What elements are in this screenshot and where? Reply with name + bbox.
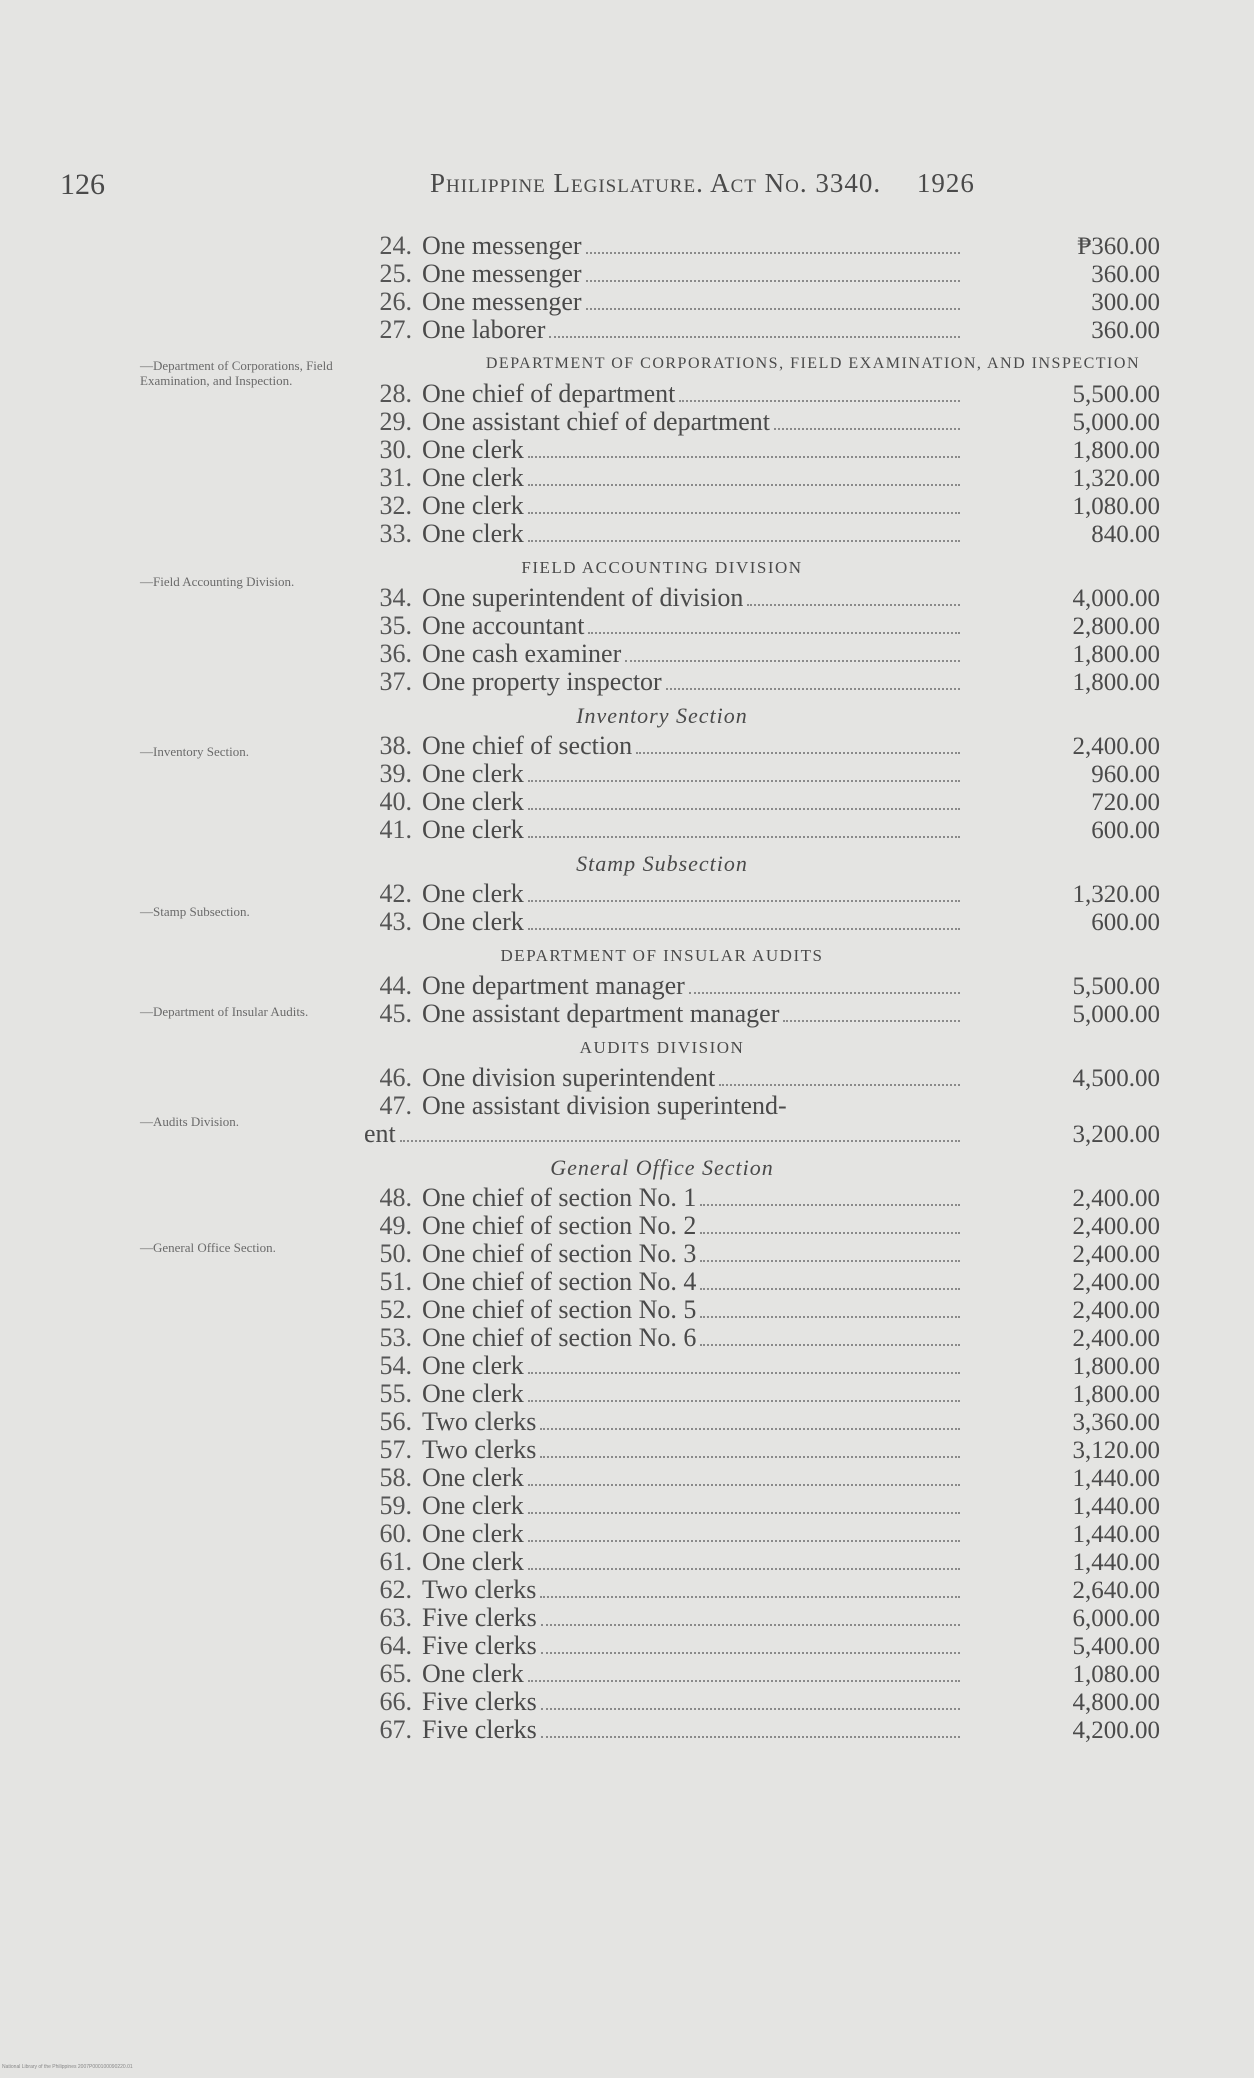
dot-leader xyxy=(528,512,960,514)
entry-amount: 1,800.00 xyxy=(1072,1381,1160,1408)
entry-number: 29. xyxy=(379,407,412,436)
dot-leader xyxy=(588,632,960,634)
entry-amount: 1,800.00 xyxy=(1072,641,1160,668)
entry-amount: 1,800.00 xyxy=(1072,669,1160,696)
entry-description: One clerk xyxy=(422,519,524,548)
dot-leader xyxy=(528,1680,960,1682)
entry-amount: 4,500.00 xyxy=(1072,1065,1160,1092)
dot-leader xyxy=(719,1084,960,1086)
schedule-entry xyxy=(360,972,1160,1000)
entry-description: One clerk xyxy=(422,1519,524,1548)
schedule-entry xyxy=(360,1436,1160,1464)
entry-number: 28. xyxy=(379,379,412,408)
entry-number: 25. xyxy=(379,259,412,288)
entry-amount: 2,400.00 xyxy=(1072,1325,1160,1352)
entry-amount: 360.00 xyxy=(1091,317,1160,344)
entry-description: One chief of department xyxy=(422,379,676,408)
entry-amount: 3,120.00 xyxy=(1072,1437,1160,1464)
entry-description: One clerk xyxy=(422,1379,524,1408)
entry-description: One department manager xyxy=(422,971,685,1000)
entry-number: 66. xyxy=(379,1687,412,1716)
entry-number: 59. xyxy=(379,1491,412,1520)
entry-description: ent xyxy=(364,1119,396,1148)
entry-amount: 5,000.00 xyxy=(1072,1001,1160,1028)
entry-description: One chief of section No. 1 xyxy=(422,1183,697,1212)
entry-description: One clerk xyxy=(422,1491,524,1520)
schedule-entry xyxy=(360,1000,1160,1028)
entry-amount: 5,500.00 xyxy=(1072,973,1160,1000)
dot-leader xyxy=(528,484,960,486)
entry-description: Five clerks xyxy=(422,1687,537,1716)
schedule-entry xyxy=(360,1632,1160,1660)
schedule-entry xyxy=(360,732,1160,760)
dot-leader xyxy=(528,1400,960,1402)
entry-amount: 1,320.00 xyxy=(1072,881,1160,908)
section-heading: DEPARTMENT OF INSULAR AUDITS xyxy=(500,946,824,965)
entry-description: One assistant chief of department xyxy=(422,407,770,436)
entry-number: 53. xyxy=(379,1323,412,1352)
entry-description: One cash examiner xyxy=(422,639,622,668)
margin-note: —Field Accounting Division. xyxy=(140,574,295,589)
entry-amount: 1,320.00 xyxy=(1072,465,1160,492)
entry-number: 67. xyxy=(379,1715,412,1744)
entry-block xyxy=(360,972,1160,1028)
entry-description: One clerk xyxy=(422,491,524,520)
entry-block xyxy=(360,232,1160,344)
entry-description: One assistant department manager xyxy=(422,999,780,1028)
entry-amount: 4,800.00 xyxy=(1072,1689,1160,1716)
running-head-year: 1926 xyxy=(916,168,975,198)
entry-number: 38. xyxy=(379,731,412,760)
entry-amount: 1,440.00 xyxy=(1072,1493,1160,1520)
entry-amount: 1,440.00 xyxy=(1072,1521,1160,1548)
dot-leader xyxy=(528,1512,960,1514)
entry-number: 34. xyxy=(379,583,412,612)
schedule-entry xyxy=(360,1092,1160,1120)
entry-number: 45. xyxy=(379,999,412,1028)
dot-leader xyxy=(528,780,960,782)
entry-amount: 960.00 xyxy=(1091,761,1160,788)
entry-amount: 4,000.00 xyxy=(1072,585,1160,612)
entry-amount: 2,400.00 xyxy=(1072,1185,1160,1212)
entry-description: One messenger xyxy=(422,231,582,260)
entry-amount: 5,400.00 xyxy=(1072,1633,1160,1660)
entry-number: 52. xyxy=(379,1295,412,1324)
schedule-entry xyxy=(360,1120,1160,1148)
entry-description: Two clerks xyxy=(422,1407,537,1436)
entry-amount: 360.00 xyxy=(1091,261,1160,288)
entry-number: 48. xyxy=(379,1183,412,1212)
entry-block xyxy=(360,380,1160,548)
entry-amount: 2,400.00 xyxy=(1072,1241,1160,1268)
schedule-entry xyxy=(360,380,1160,408)
entry-description: Five clerks xyxy=(422,1603,537,1632)
entry-description: One clerk xyxy=(422,1547,524,1576)
dot-leader xyxy=(540,1456,960,1458)
entry-number: 54. xyxy=(379,1351,412,1380)
entry-description: One chief of section No. 5 xyxy=(422,1295,697,1324)
entry-number: 49. xyxy=(379,1211,412,1240)
dot-leader xyxy=(541,1624,960,1626)
entry-amount: 1,440.00 xyxy=(1072,1465,1160,1492)
section-heading: DEPARTMENT OF CORPORATIONS, FIELD EXAMINATION, AND INSPECTION xyxy=(485,355,1140,372)
dot-leader xyxy=(528,836,960,838)
margin-note: —Department of Corporations, Field Examination, and Inspection. xyxy=(140,358,333,388)
dot-leader xyxy=(549,336,960,338)
entry-description: Two clerks xyxy=(422,1435,537,1464)
schedule-entry xyxy=(360,788,1160,816)
entry-description: One clerk xyxy=(422,907,524,936)
entry-number: 32. xyxy=(379,491,412,520)
entry-description: One clerk xyxy=(422,1351,524,1380)
entry-description: One clerk xyxy=(422,463,524,492)
dot-leader xyxy=(541,1736,960,1738)
entry-amount: 600.00 xyxy=(1091,909,1160,936)
entry-amount: 1,800.00 xyxy=(1072,1353,1160,1380)
entry-number: 50. xyxy=(379,1239,412,1268)
schedule-entry xyxy=(360,880,1160,908)
schedule-entry xyxy=(360,1660,1160,1688)
entry-description: Five clerks xyxy=(422,1715,537,1744)
entry-amount: 600.00 xyxy=(1091,817,1160,844)
dot-leader xyxy=(400,1140,960,1142)
entry-number: 55. xyxy=(379,1379,412,1408)
entry-number: 37. xyxy=(379,667,412,696)
entry-description: Five clerks xyxy=(422,1631,537,1660)
entry-description: One accountant xyxy=(422,611,585,640)
schedule-entry xyxy=(360,640,1160,668)
dot-leader xyxy=(528,456,960,458)
entry-block xyxy=(360,1064,1160,1148)
schedule-entry xyxy=(360,408,1160,436)
margin-note: —General Office Section. xyxy=(140,1240,276,1255)
entry-number: 30. xyxy=(379,435,412,464)
entry-amount: 1,800.00 xyxy=(1072,437,1160,464)
dot-leader xyxy=(774,428,960,430)
salary-schedule xyxy=(360,232,1160,1744)
dot-leader xyxy=(700,1260,960,1262)
entry-number: 61. xyxy=(379,1547,412,1576)
section-heading: Inventory Section xyxy=(576,703,748,728)
dot-leader xyxy=(540,1596,960,1598)
dot-leader xyxy=(700,1204,960,1206)
schedule-entry xyxy=(360,1604,1160,1632)
entry-number: 42. xyxy=(379,879,412,908)
entry-description: One messenger xyxy=(422,259,582,288)
entry-description: One clerk xyxy=(422,435,524,464)
entry-block xyxy=(360,584,1160,696)
schedule-entry xyxy=(360,1464,1160,1492)
dot-leader xyxy=(679,400,960,402)
entry-description: One property inspector xyxy=(422,667,662,696)
entry-number: 63. xyxy=(379,1603,412,1632)
schedule-entry xyxy=(360,232,1160,260)
dot-leader xyxy=(541,1708,960,1710)
schedule-entry xyxy=(360,288,1160,316)
dot-leader xyxy=(541,1652,960,1654)
entry-amount: 4,200.00 xyxy=(1072,1717,1160,1744)
entry-number: 65. xyxy=(379,1659,412,1688)
entry-description: One superintendent of division xyxy=(422,583,744,612)
schedule-entry xyxy=(360,816,1160,844)
dot-leader xyxy=(700,1232,960,1234)
schedule-entry xyxy=(360,492,1160,520)
dot-leader xyxy=(625,660,960,662)
schedule-entry xyxy=(360,760,1160,788)
entry-amount: 5,000.00 xyxy=(1072,409,1160,436)
dot-leader xyxy=(586,308,960,310)
dot-leader xyxy=(540,1428,960,1430)
entry-number: 44. xyxy=(379,971,412,1000)
dot-leader xyxy=(528,1540,960,1542)
entry-number: 60. xyxy=(379,1519,412,1548)
entry-number: 31. xyxy=(379,463,412,492)
schedule-entry xyxy=(360,1548,1160,1576)
dot-leader xyxy=(700,1316,960,1318)
dot-leader xyxy=(528,900,960,902)
entry-description: One clerk xyxy=(422,787,524,816)
entry-amount: 1,440.00 xyxy=(1072,1549,1160,1576)
margin-note: —Department of Insular Audits. xyxy=(140,1004,309,1019)
entry-description: One clerk xyxy=(422,1659,524,1688)
entry-number: 40. xyxy=(379,787,412,816)
entry-description: One clerk xyxy=(422,815,524,844)
schedule-entry xyxy=(360,1296,1160,1324)
entry-number: 47. xyxy=(379,1091,412,1120)
dot-leader xyxy=(528,1372,960,1374)
schedule-entry xyxy=(360,1408,1160,1436)
entry-amount: 300.00 xyxy=(1091,289,1160,316)
entry-number: 27. xyxy=(379,315,412,344)
entry-number: 26. xyxy=(379,287,412,316)
entry-description: One chief of section No. 2 xyxy=(422,1211,697,1240)
dot-leader xyxy=(700,1288,960,1290)
entry-amount: 720.00 xyxy=(1091,789,1160,816)
running-head xyxy=(430,168,975,199)
entry-number: 58. xyxy=(379,1463,412,1492)
schedule-entry xyxy=(360,1212,1160,1240)
schedule-entry xyxy=(360,1576,1160,1604)
entry-number: 64. xyxy=(379,1631,412,1660)
dot-leader xyxy=(636,752,960,754)
schedule-entry xyxy=(360,1324,1160,1352)
entry-block xyxy=(360,1184,1160,1744)
entry-number: 43. xyxy=(379,907,412,936)
entry-number: 56. xyxy=(379,1407,412,1436)
schedule-entry xyxy=(360,1268,1160,1296)
dot-leader xyxy=(666,688,960,690)
schedule-entry xyxy=(360,584,1160,612)
schedule-entry xyxy=(360,668,1160,696)
entry-description: One clerk xyxy=(422,879,524,908)
entry-description: One chief of section No. 3 xyxy=(422,1239,697,1268)
entry-amount: 840.00 xyxy=(1091,521,1160,548)
entry-description: Two clerks xyxy=(422,1575,537,1604)
schedule-entry xyxy=(360,464,1160,492)
running-head-title: Philippine Legislature. xyxy=(430,168,704,198)
entry-amount: ₱360.00 xyxy=(1077,233,1160,260)
entry-block xyxy=(360,732,1160,844)
entry-amount: 2,400.00 xyxy=(1072,733,1160,760)
entry-amount: 1,080.00 xyxy=(1072,493,1160,520)
entry-description: One chief of section xyxy=(422,731,633,760)
entry-number: 24. xyxy=(379,231,412,260)
entry-amount: 2,400.00 xyxy=(1072,1213,1160,1240)
margin-note: —Audits Division. xyxy=(140,1114,239,1129)
schedule-entry xyxy=(360,436,1160,464)
entry-amount: 2,400.00 xyxy=(1072,1297,1160,1324)
scan-credit: National Library of the Philippines 2007P000100090220.01 xyxy=(2,2064,133,2070)
running-head-act: Act No. 3340. xyxy=(710,168,882,198)
entry-amount: 2,400.00 xyxy=(1072,1269,1160,1296)
entry-number: 62. xyxy=(379,1575,412,1604)
margin-note: —Inventory Section. xyxy=(140,744,250,759)
margin-note: —Stamp Subsection. xyxy=(140,904,250,919)
schedule-entry xyxy=(360,1520,1160,1548)
schedule-entry xyxy=(360,520,1160,548)
entry-number: 57. xyxy=(379,1435,412,1464)
entry-description: One laborer xyxy=(422,315,546,344)
entry-amount: 2,800.00 xyxy=(1072,613,1160,640)
dot-leader xyxy=(528,1484,960,1486)
entry-amount: 1,080.00 xyxy=(1072,1661,1160,1688)
schedule-entry xyxy=(360,1184,1160,1212)
entry-amount: 6,000.00 xyxy=(1072,1605,1160,1632)
dot-leader xyxy=(586,252,960,254)
section-heading: General Office Section xyxy=(550,1155,774,1180)
entry-description: One clerk xyxy=(422,1463,524,1492)
entry-amount: 2,640.00 xyxy=(1072,1577,1160,1604)
schedule-entry xyxy=(360,1352,1160,1380)
entry-description: One clerk xyxy=(422,759,524,788)
entry-description: One messenger xyxy=(422,287,582,316)
schedule-entry xyxy=(360,316,1160,344)
dot-leader xyxy=(528,1568,960,1570)
schedule-entry xyxy=(360,908,1160,936)
entry-description: One division superintendent xyxy=(422,1063,716,1092)
entry-number: 39. xyxy=(379,759,412,788)
entry-number: 35. xyxy=(379,611,412,640)
entry-description: One chief of section No. 4 xyxy=(422,1267,697,1296)
entry-number: 51. xyxy=(379,1267,412,1296)
entry-amount: 3,360.00 xyxy=(1072,1409,1160,1436)
schedule-entry xyxy=(360,1688,1160,1716)
entry-number: 41. xyxy=(379,815,412,844)
dot-leader xyxy=(586,280,960,282)
dot-leader xyxy=(747,604,960,606)
page-number: 126 xyxy=(60,168,105,201)
dot-leader xyxy=(528,928,960,930)
entry-description: One assistant division superintend- xyxy=(422,1091,787,1120)
dot-leader xyxy=(528,808,960,810)
entry-amount: 5,500.00 xyxy=(1072,381,1160,408)
section-heading: AUDITS DIVISION xyxy=(579,1038,745,1057)
dot-leader xyxy=(528,540,960,542)
section-heading: Stamp Subsection xyxy=(576,851,748,876)
entry-number: 33. xyxy=(379,519,412,548)
schedule-entry xyxy=(360,1492,1160,1520)
schedule-entry xyxy=(360,1380,1160,1408)
entry-amount: 3,200.00 xyxy=(1072,1121,1160,1148)
section-heading: FIELD ACCOUNTING DIVISION xyxy=(521,558,803,577)
dot-leader xyxy=(783,1020,960,1022)
entry-block xyxy=(360,880,1160,936)
schedule-entry xyxy=(360,1064,1160,1092)
schedule-entry xyxy=(360,1240,1160,1268)
dot-leader xyxy=(689,992,960,994)
dot-leader xyxy=(700,1344,960,1346)
schedule-entry xyxy=(360,260,1160,288)
entry-number: 46. xyxy=(379,1063,412,1092)
entry-description: One chief of section No. 6 xyxy=(422,1323,697,1352)
schedule-entry xyxy=(360,612,1160,640)
entry-number: 36. xyxy=(379,639,412,668)
schedule-entry xyxy=(360,1716,1160,1744)
